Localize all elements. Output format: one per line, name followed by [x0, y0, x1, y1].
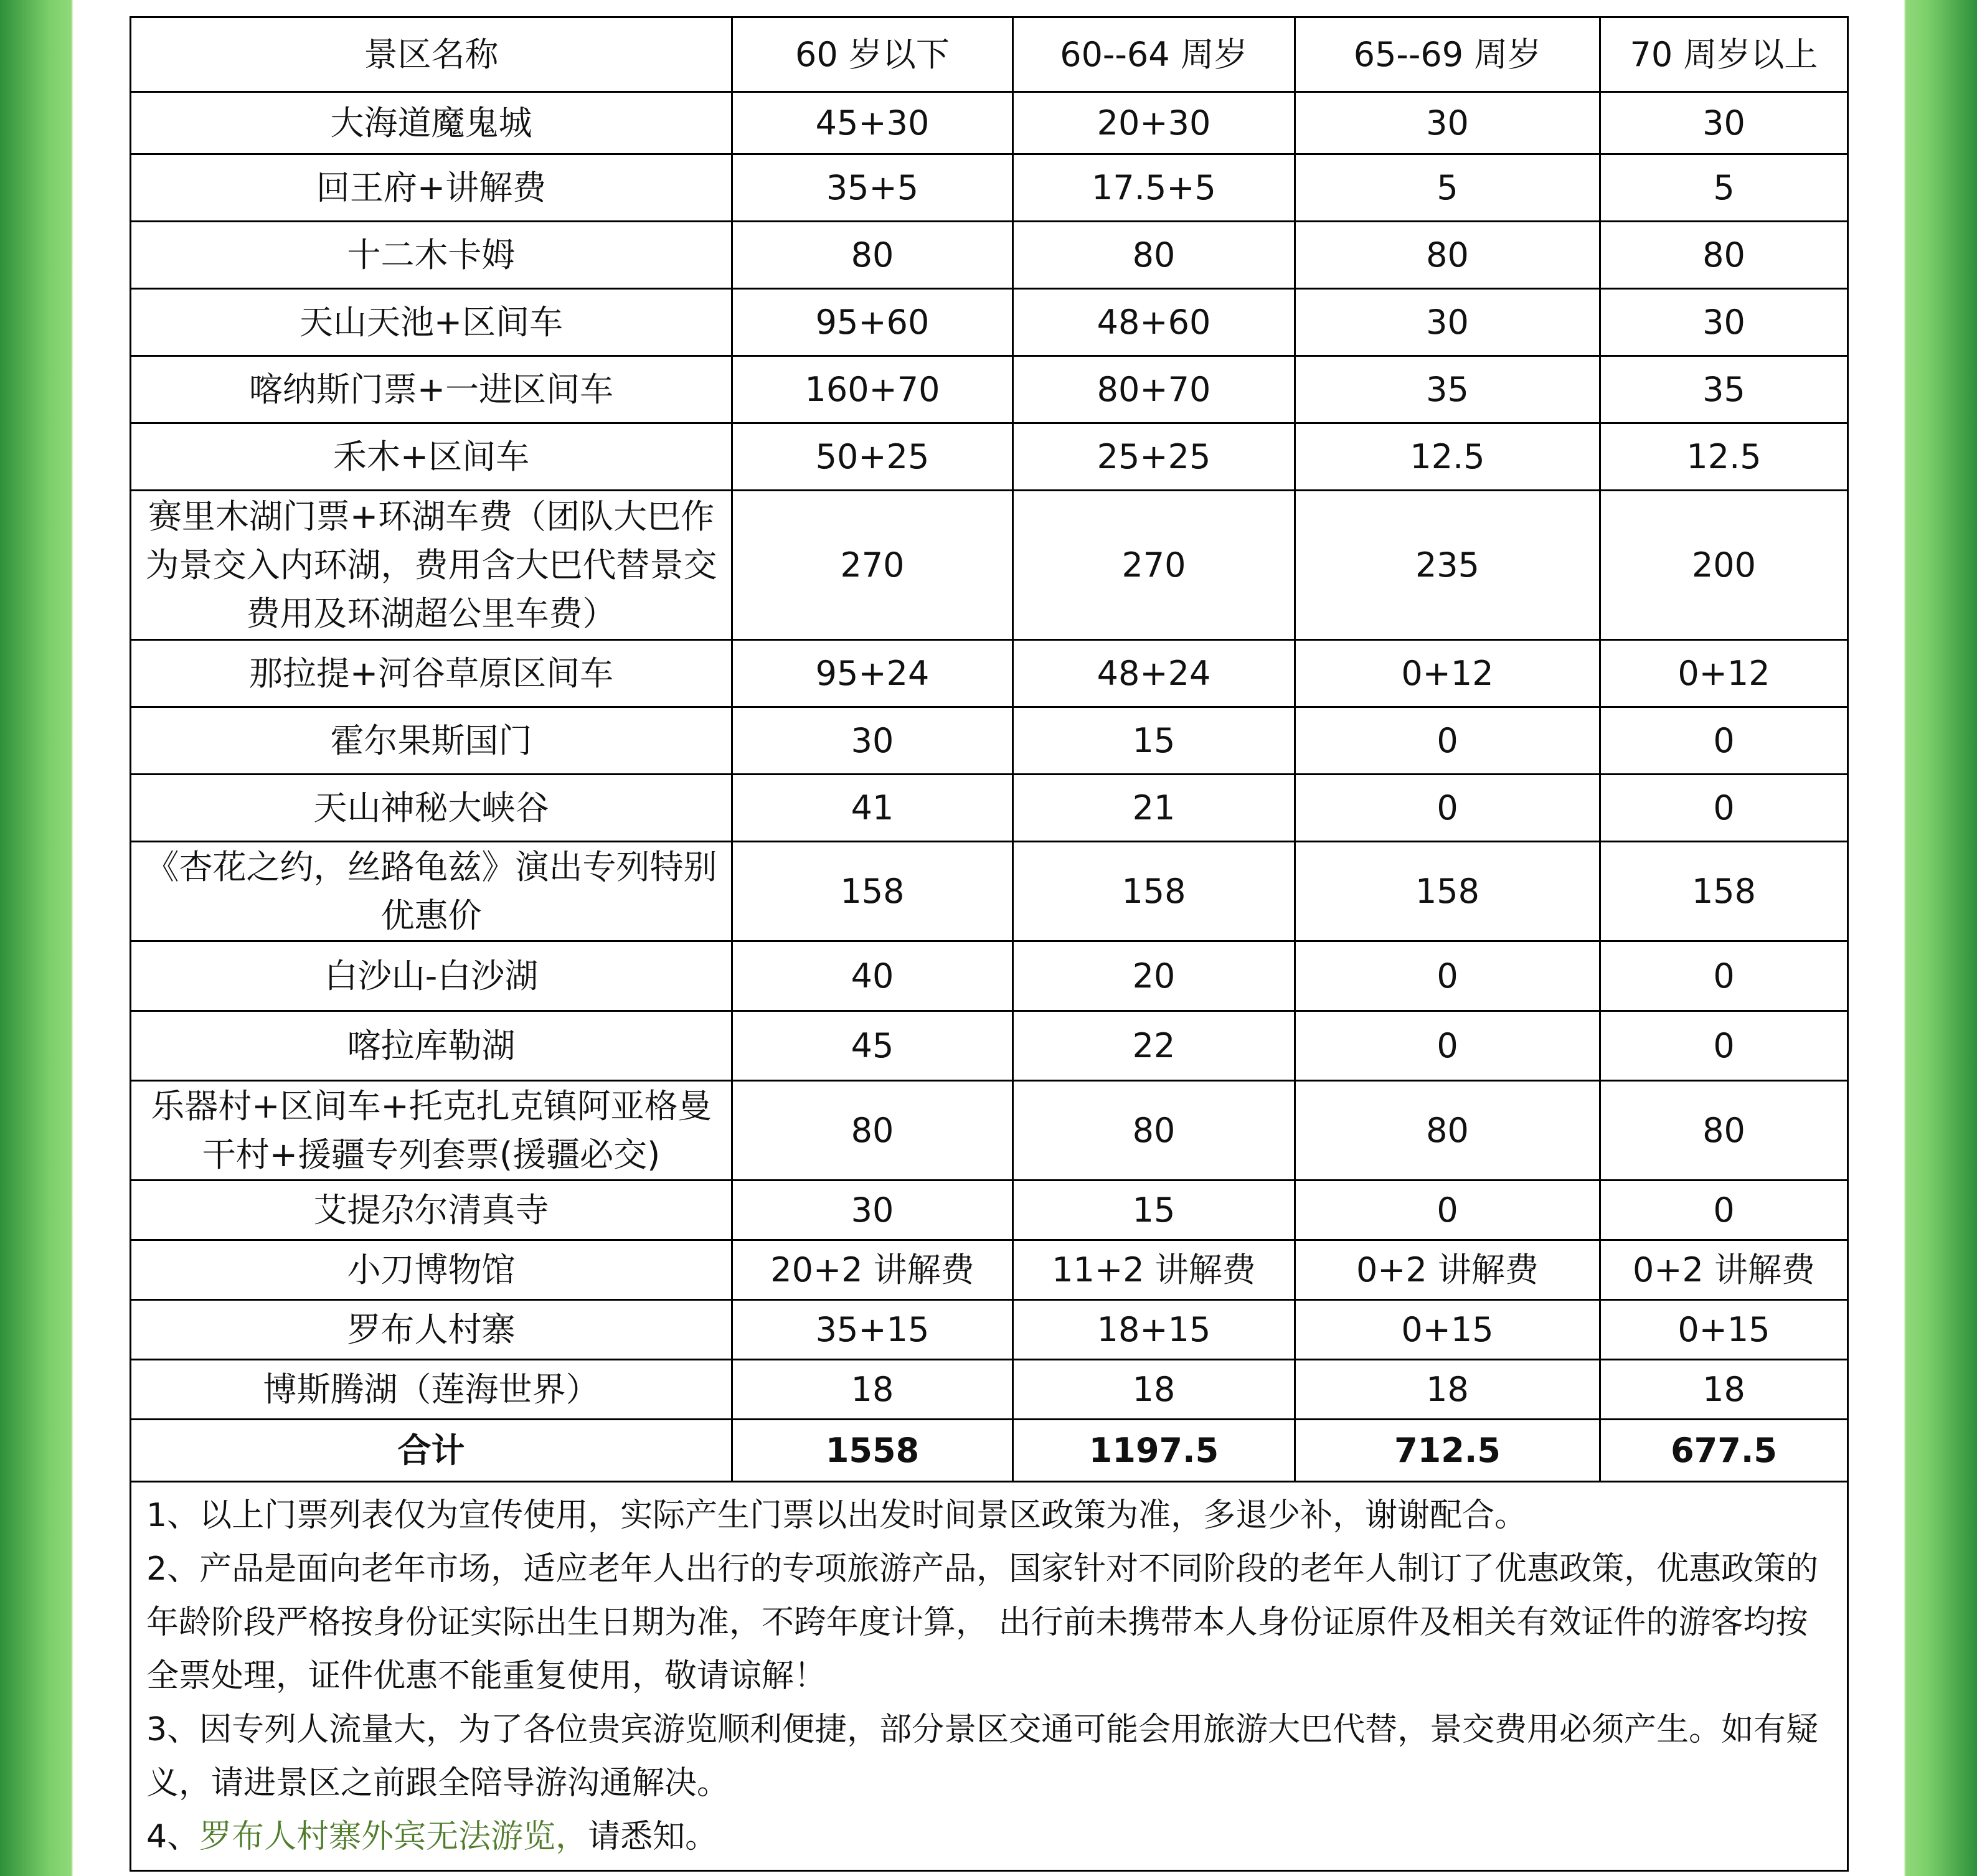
table-row: [131, 289, 1848, 356]
table-row: [131, 1360, 1848, 1420]
price-cell: 0: [1600, 941, 1848, 1011]
scenic-spot-name: 天山神秘大峡谷: [131, 775, 732, 842]
price-cell: 0: [1295, 1011, 1600, 1081]
price-cell: 30: [1295, 92, 1600, 154]
price-cell: 160+70: [732, 356, 1013, 423]
table-row: [131, 1081, 1848, 1181]
price-cell: 0: [1295, 941, 1600, 1011]
price-cell: 5: [1295, 154, 1600, 222]
header-cell: 70 周岁以上: [1600, 17, 1848, 92]
price-cell: 95+60: [732, 289, 1013, 356]
note-3: 3、因专列人流量大，为了各位贵宾游览顺利便捷，部分景区交通可能会用旅游大巴代替，景交费用必须产生。如有疑义，请进景区之前跟全陪导游沟通解决。: [146, 1711, 1819, 1802]
price-cell: 17.5+5: [1013, 154, 1295, 222]
price-cell: 20: [1013, 941, 1295, 1011]
price-cell: 95+24: [732, 640, 1013, 707]
scenic-spot-name: 十二木卡姆: [131, 222, 732, 289]
scenic-spot-name: 赛里木湖门票+环湖车费（团队大巴作为景交入内环湖，费用含大巴代替景交费用及环湖超公里车费）: [131, 491, 732, 640]
price-cell: 20+2 讲解费: [732, 1240, 1013, 1300]
price-cell: 0: [1295, 1181, 1600, 1240]
header-cell: 60 岁以下: [732, 17, 1013, 92]
price-cell: 18: [1600, 1360, 1848, 1420]
price-cell: 12.5: [1600, 423, 1848, 491]
note-4-suffix: 请悉知。: [588, 1818, 718, 1855]
price-cell: 12.5: [1295, 423, 1600, 491]
price-cell: 41: [732, 775, 1013, 842]
table-row: [131, 707, 1848, 775]
note-1: 1、以上门票列表仅为宣传使用，实际产生门票以出发时间景区政策为准，多退少补，谢谢配合。: [146, 1497, 1527, 1534]
total-label: 合计: [131, 1420, 732, 1482]
price-cell: 158: [1013, 842, 1295, 941]
table-row: [131, 640, 1848, 707]
table-row: [131, 154, 1848, 222]
price-cell: 48+24: [1013, 640, 1295, 707]
notes-row: [131, 1482, 1848, 1871]
table-row: [131, 1240, 1848, 1300]
scenic-spot-name: 喀拉库勒湖: [131, 1011, 732, 1081]
price-cell: 18: [1295, 1360, 1600, 1420]
total-value: 712.5: [1295, 1420, 1600, 1482]
table-row: [131, 423, 1848, 491]
scenic-spot-name: 喀纳斯门票+一进区间车: [131, 356, 732, 423]
total-value: 1558: [732, 1420, 1013, 1482]
price-cell: 0: [1295, 707, 1600, 775]
scenic-spot-name: 禾木+区间车: [131, 423, 732, 491]
scenic-spot-name: 罗布人村寨: [131, 1300, 732, 1360]
scenic-spot-name: 博斯腾湖（莲海世界）: [131, 1360, 732, 1420]
price-cell: 21: [1013, 775, 1295, 842]
price-cell: 80: [732, 1081, 1013, 1181]
total-row: [131, 1420, 1848, 1482]
price-cell: 0: [1600, 1011, 1848, 1081]
price-cell: 0+12: [1600, 640, 1848, 707]
table-row: [131, 941, 1848, 1011]
table-row: [131, 842, 1848, 941]
price-cell: 0: [1600, 707, 1848, 775]
table-row: [131, 1300, 1848, 1360]
price-cell: 0: [1600, 775, 1848, 842]
price-cell: 80: [732, 222, 1013, 289]
note-2: 2、产品是面向老年市场，适应老年人出行的专项旅游产品，国家针对不同阶段的老年人制订了优惠政策，优惠政策的年龄阶段严格按身份证实际出生日期为准，不跨年度计算， 出行前未携带本人身份证原件及相关有效证件的游客均按全票处理，证件优惠不能重复使用，敬请谅解！: [146, 1550, 1819, 1695]
price-cell: 80: [1013, 1081, 1295, 1181]
price-cell: 35+5: [732, 154, 1013, 222]
price-cell: 80: [1600, 1081, 1848, 1181]
price-cell: 30: [732, 707, 1013, 775]
price-cell: 15: [1013, 1181, 1295, 1240]
scenic-spot-name: 《杏花之约，丝路龟兹》演出专列特别优惠价: [131, 842, 732, 941]
price-cell: 22: [1013, 1011, 1295, 1081]
notes-cell: [131, 1482, 1848, 1871]
price-cell: 18: [732, 1360, 1013, 1420]
price-cell: 35: [1600, 356, 1848, 423]
price-cell: 0+2 讲解费: [1295, 1240, 1600, 1300]
scenic-spot-name: 艾提尕尔清真寺: [131, 1181, 732, 1240]
note-4: [146, 1810, 1832, 1864]
price-cell: 158: [1600, 842, 1848, 941]
total-value: 1197.5: [1013, 1420, 1295, 1482]
content-panel: [73, 0, 1904, 1876]
price-cell: 18+15: [1013, 1300, 1295, 1360]
price-cell: 45+30: [732, 92, 1013, 154]
price-cell: 25+25: [1013, 423, 1295, 491]
total-value: 677.5: [1600, 1420, 1848, 1482]
price-cell: 0+15: [1295, 1300, 1600, 1360]
header-cell: 65--69 周岁: [1295, 17, 1600, 92]
price-cell: 48+60: [1013, 289, 1295, 356]
table-row: [131, 1181, 1848, 1240]
price-cell: 30: [1600, 92, 1848, 154]
scenic-spot-name: 那拉提+河谷草原区间车: [131, 640, 732, 707]
price-cell: 80: [1295, 1081, 1600, 1181]
scenic-spot-name: 霍尔果斯国门: [131, 707, 732, 775]
price-cell: 0+12: [1295, 640, 1600, 707]
price-cell: 45: [732, 1011, 1013, 1081]
price-cell: 80+70: [1013, 356, 1295, 423]
price-cell: 40: [732, 941, 1013, 1011]
price-cell: 35+15: [732, 1300, 1013, 1360]
price-cell: 0: [1295, 775, 1600, 842]
header-cell: 60--64 周岁: [1013, 17, 1295, 92]
price-cell: 0+15: [1600, 1300, 1848, 1360]
price-cell: 30: [1600, 289, 1848, 356]
header-row: [131, 17, 1848, 92]
scenic-spot-name: 小刀博物馆: [131, 1240, 732, 1300]
table-row: [131, 1011, 1848, 1081]
price-cell: 270: [732, 491, 1013, 640]
price-cell: 35: [1295, 356, 1600, 423]
price-cell: 270: [1013, 491, 1295, 640]
table-row: [131, 92, 1848, 154]
note-4-highlight: 罗布人村寨外宾无法游览，: [199, 1818, 588, 1855]
price-cell: 235: [1295, 491, 1600, 640]
price-cell: 158: [732, 842, 1013, 941]
table-row: [131, 356, 1848, 423]
price-cell: 0+2 讲解费: [1600, 1240, 1848, 1300]
price-cell: 200: [1600, 491, 1848, 640]
note-4-prefix: 4、: [146, 1818, 200, 1855]
price-cell: 15: [1013, 707, 1295, 775]
price-cell: 18: [1013, 1360, 1295, 1420]
header-cell: 景区名称: [131, 17, 732, 92]
price-cell: 80: [1295, 222, 1600, 289]
price-cell: 80: [1600, 222, 1848, 289]
price-cell: 30: [732, 1181, 1013, 1240]
scenic-spot-name: 白沙山-白沙湖: [131, 941, 732, 1011]
price-cell: 11+2 讲解费: [1013, 1240, 1295, 1300]
scenic-spot-name: 乐器村+区间车+托克扎克镇阿亚格曼干村+援疆专列套票(援疆必交): [131, 1081, 732, 1181]
scenic-spot-name: 天山天池+区间车: [131, 289, 732, 356]
price-cell: 50+25: [732, 423, 1013, 491]
table-row: [131, 222, 1848, 289]
ticket-price-table: [130, 16, 1849, 1872]
price-cell: 30: [1295, 289, 1600, 356]
price-cell: 20+30: [1013, 92, 1295, 154]
table-row: [131, 491, 1848, 640]
scenic-spot-name: 大海道魔鬼城: [131, 92, 732, 154]
price-cell: 80: [1013, 222, 1295, 289]
scenic-spot-name: 回王府+讲解费: [131, 154, 732, 222]
price-cell: 5: [1600, 154, 1848, 222]
table-row: [131, 775, 1848, 842]
price-cell: 158: [1295, 842, 1600, 941]
price-cell: 0: [1600, 1181, 1848, 1240]
